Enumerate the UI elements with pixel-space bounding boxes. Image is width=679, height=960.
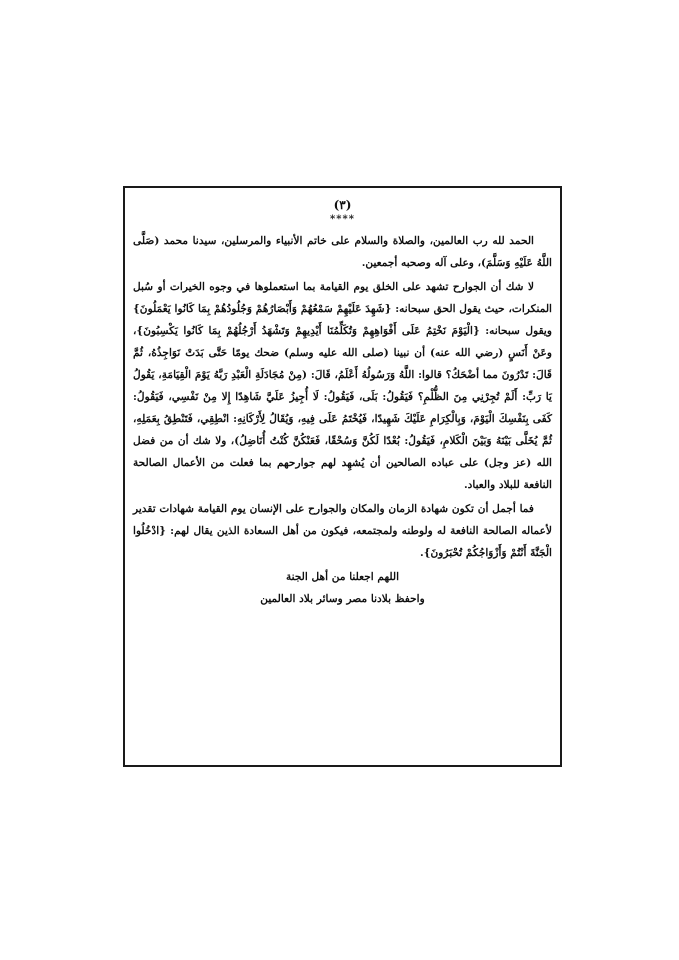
prayer-line-1: اللهم اجعلنا من أهل الجنة: [285, 571, 400, 583]
paragraph-opening: الحمد لله رب العالمين، والصلاة والسلام على خاتم الأنبياء والمرسلين، سيدنا محمد (صَلَّى اللَّهُ عَلَيْهِ وَسَلَّمَ)، وعلى آله وصحبه أجمعين.: [133, 235, 552, 269]
document-body: [133, 194, 552, 610]
page-border-frame: [123, 186, 562, 767]
paragraph-main: لا شك أن الجوارح تشهد على الخلق يوم القيامة بما استعملوها في وجوه الخيرات أو سُبل المنكرات، حيث يقول الحق سبحانه: {شَهِدَ عَلَيْهِمْ سَمْعُهُمْ وَأَبْصَارُهُمْ وَجُلُودُهُمْ بِمَا كَانُوا يَعْمَلُونَ} ويقول سبحانه: {الْيَوْمَ نَخْتِمُ عَلَى أَفْوَاهِهِمْ وَتُكَلِّمُنَا أَيْدِيهِمْ وَتَشْهَدُ أَرْجُلُهُمْ بِمَا كَانُوا يَكْسِبُونَ}، وعَنْ أَنَسٍ (رضي الله عنه) أن نبينا (صلى الله عليه وسلم) ضحك يومًا حَتَّى بَدَتْ نَوَاجِذُهُ، ثُمَّ قَالَ: تَدْرُونَ مما أضْحَكُ؟ قالوا: اللَّهُ وَرَسُولُهُ أَعْلَمُ، قَالَ: (مِنْ مُجَادَلَةِ الْعَبْدِ رَبَّهُ يَوْمَ الْقِيَامَةِ، يَقُولُ يَا رَبِّ: أَلَمْ تُجِرْنِي مِنَ الظُّلْمِ؟ فَيَقُولُ: بَلَى، فَيَقُولُ: لَا أُجِيزُ عَلَيَّ شَاهِدًا إِلا مِنْ نَفْسِي، فَيَقُولُ: كَفَى بِنَفْسِكَ الْيَوْمَ، وَبِالْكِرَامِ عَلَيْكَ شَهِيدًا، فَيُخْتَمُ عَلَى فِيهِ، وَيُقَالُ لِأَرْكَانِهِ: انْطِقِي، فَتَنْطِقُ بِعَمَلِهِ، ثُمَّ يُخَلَّى بَيْنَهُ وَبَيْنَ الْكَلامِ، فَيَقُولُ: بُعْدًا لَكُنَّ وَسُحْقًا، فَعَنْكُنَّ كُنْتُ أُنَاضِلُ)، ولا شك أن من فضل الله (عز وجل) على عباده الصالحين أن يُشهِد لهم جوارحهم بما فعلت من الأعمال الصالحة النافعة للبلاد والعباد.: [133, 281, 552, 491]
prayer-line-2: واحفظ بلادنا مصر وسائر بلاد العالمين: [260, 593, 425, 605]
paragraph-closing: فما أجمل أن تكون شهادة الزمان والمكان والجوارح على الإنسان يوم القيامة شهادات تقدير لأعماله الصالحة النافعة له ولوطنه ولمجتمعه، فيكون من أهل السعادة الذين يقال لهم: {ادْخُلُوا الْجَنَّةَ أَنْتُمْ وَأَزْوَاجُكُمْ تُحْبَرُونَ}.: [133, 503, 552, 559]
page-number: (٣): [333, 198, 352, 212]
section-separator: ****: [330, 214, 355, 225]
